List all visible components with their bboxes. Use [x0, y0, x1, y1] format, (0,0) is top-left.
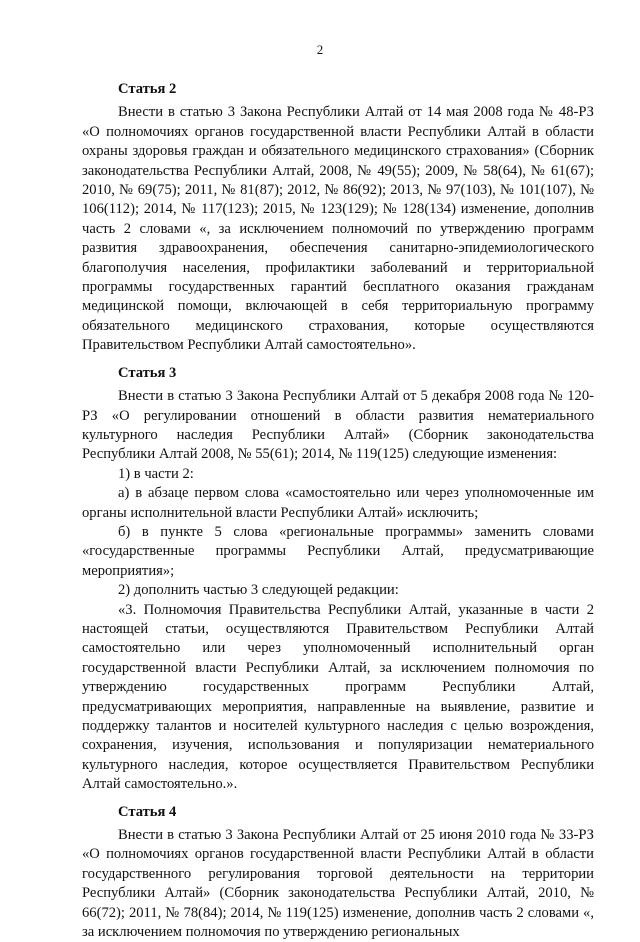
article-3-paragraph-1: Внести в статью 3 Закона Республики Алтай от 5 декабря 2008 года № 120-РЗ «О регулировании отношений в области развития нематериального культурного наследия Республики Алтай» (Сборник законодательства Республики Алтай 2008, № 55(61); 2014, № 119(125) следующие изменения:	[82, 388, 594, 463]
article-2-heading: Статья 2	[118, 81, 177, 97]
article-3-heading: Статья 3	[118, 364, 177, 381]
article-4-paragraph-1: Внести в статью 3 Закона Республики Алтай от 25 июня 2010 года № 33-РЗ «О полномочиях органов государственной власти Республики Алтай в области государственного регулирования торговой деятельности на территории Республики Алтай» (Сборник законодательства Республики Алтай, 2010, № 66(72); 2011, № 78(84); 2014, № 119(125) изменение, дополнив часть 2 словами «, за исключением полномочия по утверждению региональных	[82, 827, 594, 941]
article-3-paragraph-5: 2) дополнить частью 3 следующей редакции:	[118, 582, 399, 599]
article-3-paragraph-2: 1) в части 2:	[118, 465, 194, 482]
article-3-paragraph-4: б) в пункте 5 слова «региональные программы» заменить словами «государственные программы Республики Алтай, предусматривающие мероприятия»;	[82, 523, 594, 579]
page-number: 2	[316, 42, 324, 57]
article-4-heading: Статья 4	[118, 803, 177, 820]
document-body	[82, 80, 594, 942]
article-2-paragraph-1: Внести в статью 3 Закона Республики Алтай от 14 мая 2008 года № 48-РЗ «О полномочиях органов государственной власти Республики Алтай в области охраны здоровья граждан и обязательного медицинского страхования» (Сборник законодательства Республики Алтай, 2008, № 49(55); 2009, № 58(64), № 61(67); 2010, № 69(75); 2011, № 81(87); 2012, № 86(92); 2013, № 97(103), № 101(107), № 106(112); 2014, № 117(123); 2015, № 123(129); № 128(134) изменение, дополнив часть 2 словами «, за исключением полномочий по утверждению программ развития здравоохранения, обеспечения санитарно-эпидемиологического благополучия населения, профилактики заболеваний и территориальной программы государственных гарантий бесплатного оказания гражданам медицинской помощи, включающей в себя территориальную программу обязательного медицинского страхования, которые осуществляются Правительством Республики Алтай самостоятельно».	[82, 104, 594, 354]
article-3-paragraph-6: «3. Полномочия Правительства Республики Алтай, указанные в части 2 настоящей статьи, осуществляются Правительством Республики Алтай самостоятельно или через уполномоченный исполнительный орган государственной власти Республики Алтай, за исключением полномочия по утверждению государственных программ Республики Алтай, предусматривающих мероприятия, направленные на выявление, развитие и поддержку талантов и носителей культурного наследия с целью возрождения, сохранения, изучения, использования и популяризации нематериального культурного наследия, которое осуществляется Правительством Республики Алтай самостоятельно.».	[82, 601, 594, 793]
article-3-paragraph-3: а) в абзаце первом слова «самостоятельно или через уполномоченные им органы исполнительной власти Республики Алтай» исключить;	[82, 485, 594, 521]
